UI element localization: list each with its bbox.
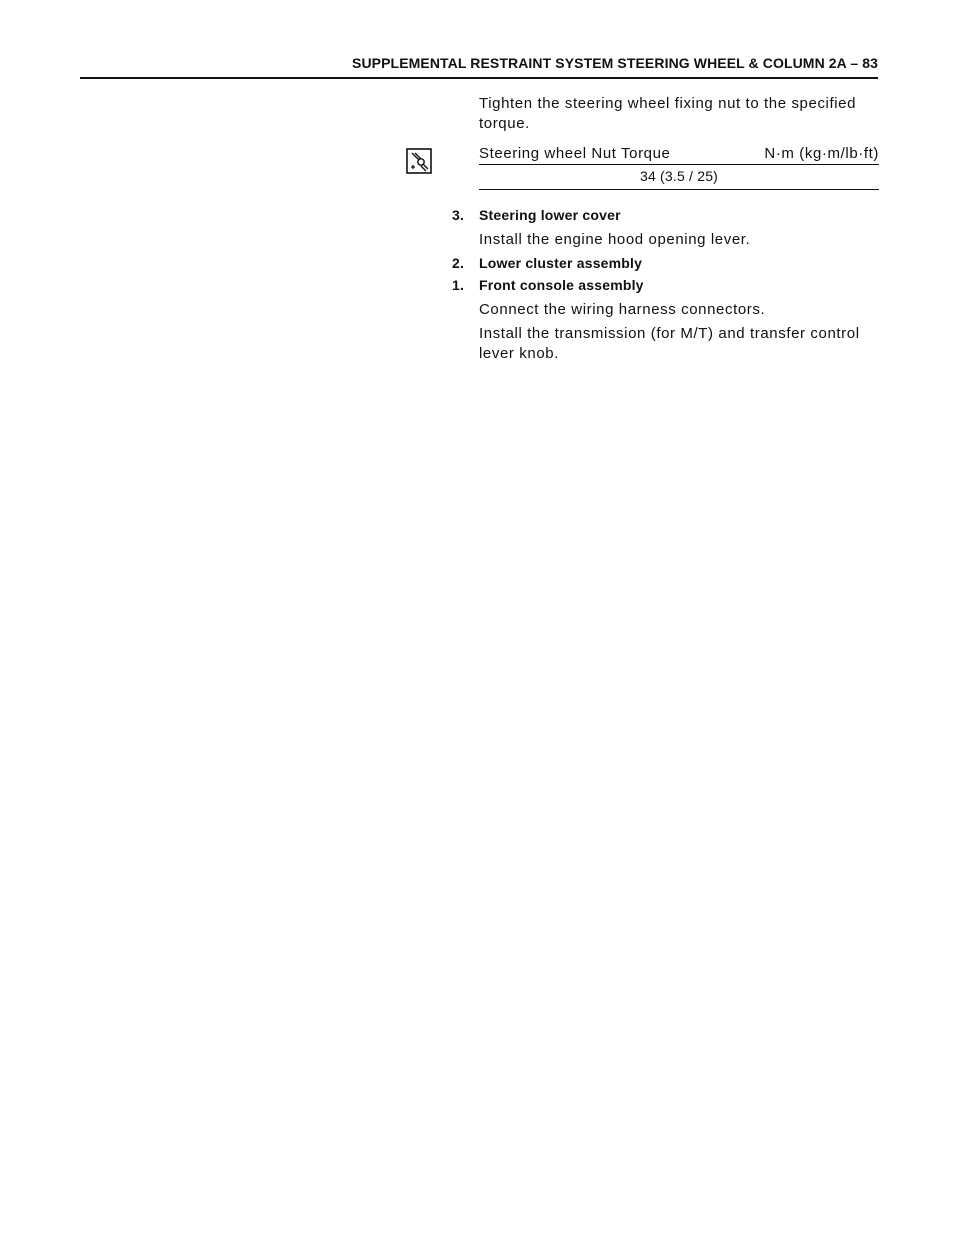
- torque-spec-table: [479, 142, 879, 190]
- torque-wrench-icon: [406, 148, 432, 174]
- step-number: 1.: [452, 277, 465, 293]
- step-title: Lower cluster assembly: [479, 255, 643, 271]
- step-item: [452, 274, 882, 364]
- page-header-title: SUPPLEMENTAL RESTRAINT SYSTEM STEERING WHEEL & COLUMN 2A – 83: [352, 55, 878, 71]
- step-instruction: Install the engine hood opening lever.: [479, 231, 751, 248]
- step-instruction: Install the transmission (for M/T) and transfer control lever knob.: [479, 325, 860, 362]
- step-heading: [452, 204, 882, 226]
- step-item: [452, 204, 882, 250]
- intro-instruction: Tighten the steering wheel fixing nut to the specified torque.: [479, 95, 857, 132]
- torque-spec-label: Steering wheel Nut Torque: [479, 145, 671, 162]
- step-instruction: Connect the wiring harness connectors.: [479, 301, 766, 318]
- torque-spec-unit: N·m (kg·m/lb·ft): [764, 145, 879, 162]
- step-title: Steering lower cover: [479, 207, 621, 223]
- page-header: [80, 55, 878, 79]
- torque-spec-header: [479, 142, 879, 165]
- step-item: [452, 252, 882, 274]
- step-heading: [452, 252, 882, 274]
- procedure-steps: [452, 204, 882, 366]
- step-heading: [452, 274, 882, 296]
- torque-spec-value-row: [479, 165, 879, 190]
- step-title: Front console assembly: [479, 277, 644, 293]
- step-number: 3.: [452, 207, 465, 223]
- torque-spec-value: 34 (3.5 / 25): [639, 168, 719, 184]
- step-number: 2.: [452, 255, 465, 271]
